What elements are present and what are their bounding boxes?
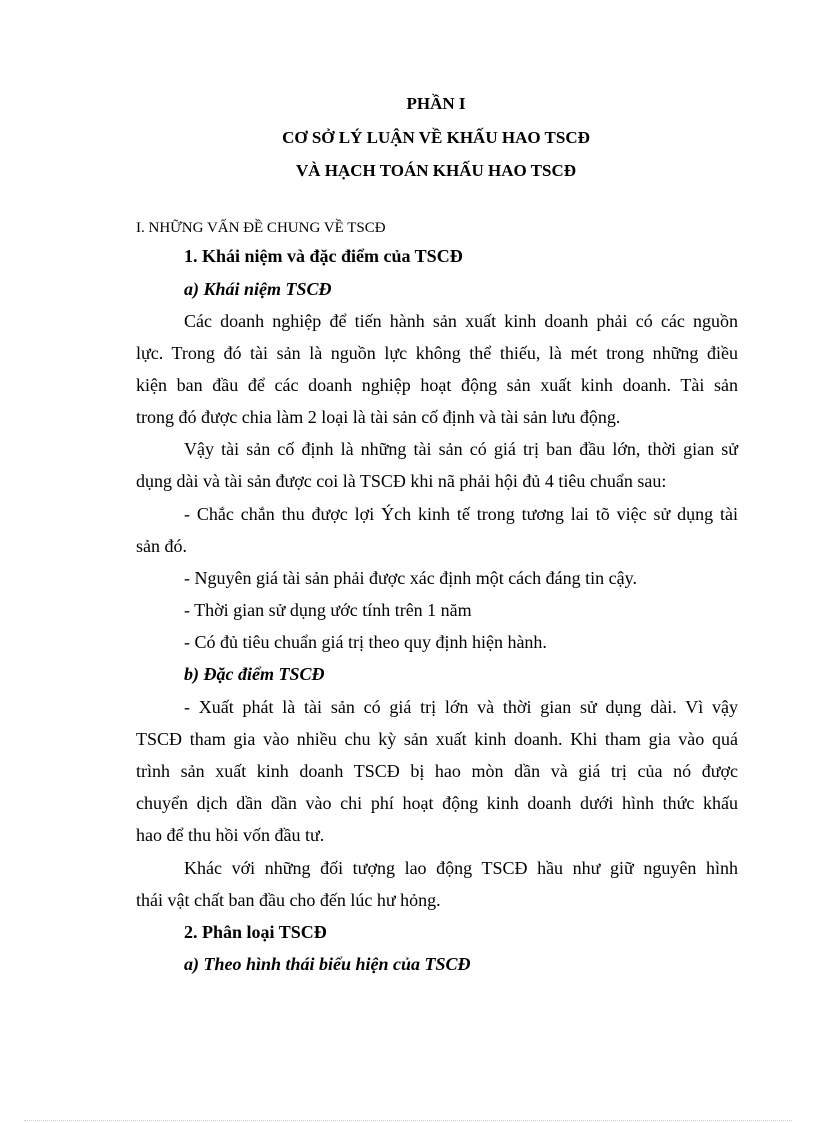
subsection-1-heading: 1. Khái niệm và đặc điểm của TSCĐ: [184, 246, 463, 266]
subsection-1a-heading: a) Khái niệm TSCĐ: [184, 279, 332, 299]
paragraph-1-line-4: trong đó được chia làm 2 loại là tài sản cố định và tài sản lưu động.: [136, 407, 621, 427]
paragraph-1-line-1: Các doanh nghiệp để tiến hành sản xuất kinh doanh phải có các nguồn: [184, 311, 738, 331]
paragraph-1-line-2: lực. Trong đó tài sản là nguồn lực không thể thiếu, là mét trong những điều: [136, 343, 738, 363]
paragraph-3-line-4: chuyển dịch dần dần vào chi phí hoạt động kinh doanh dưới hình thức khấu: [136, 793, 738, 813]
chapter-title-line-2: VÀ HẠCH TOÁN KHẤU HAO TSCĐ: [295, 161, 577, 180]
paragraph-3-line-5: hao để thu hồi vốn đầu tư.: [136, 825, 325, 845]
paragraph-3-line-1: - Xuất phát là tài sản có giá trị lớn và thời gian sử dụng dài. Vì vậy: [184, 697, 738, 717]
section-heading: I. NHỮNG VẤN ĐỀ CHUNG VỀ TSCĐ: [136, 220, 386, 236]
criteria-1-line-2: sản đó.: [136, 536, 187, 556]
paragraph-3-line-3: trình sản xuất kinh doanh TSCĐ bị hao mòn dần và giá trị của nó được: [136, 761, 738, 781]
paragraph-4-line-1: Khác với những đối tượng lao động TSCĐ hầu như giữ nguyên hình: [184, 858, 738, 878]
criteria-1-line-1: - Chắc chắn thu được lợi Ých kinh tế trong tương lai tõ việc sử dụng tài: [184, 504, 738, 524]
paragraph-2-line-1: Vậy tài sản cố định là những tài sản có giá trị ban đầu lớn, thời gian sử: [184, 439, 738, 459]
paragraph-3-line-2: TSCĐ tham gia vào nhiều chu kỳ sản xuất kinh doanh. Khi tham gia vào quá: [136, 729, 738, 749]
criteria-2: - Nguyên giá tài sản phải được xác định một cách đáng tin cậy.: [184, 568, 637, 588]
paragraph-1-line-3: kiện ban đầu để các doanh nghiệp hoạt động sản xuất kinh doanh. Tài sản: [136, 375, 738, 395]
page-bottom-divider: [24, 1120, 792, 1121]
subsection-2-heading: 2. Phân loại TSCĐ: [184, 922, 327, 942]
part-title: PHẦN I: [406, 94, 466, 113]
paragraph-4-line-2: thái vật chất ban đầu cho đến lúc hư hỏng.: [136, 890, 441, 910]
criteria-4: - Có đủ tiêu chuẩn giá trị theo quy định hiện hành.: [184, 632, 547, 652]
chapter-title-line-1: CƠ SỞ LÝ LUẬN VỀ KHẤU HAO TSCĐ: [282, 128, 590, 147]
subsection-2a-heading: a) Theo hình thái biểu hiện của TSCĐ: [184, 954, 471, 974]
paragraph-2-line-2: dụng dài và tài sản được coi là TSCĐ khi nã phải hội đủ 4 tiêu chuẩn sau:: [136, 471, 667, 491]
criteria-3: - Thời gian sử dụng ước tính trên 1 năm: [184, 600, 472, 620]
subsection-1b-heading: b) Đặc điểm TSCĐ: [184, 664, 325, 684]
